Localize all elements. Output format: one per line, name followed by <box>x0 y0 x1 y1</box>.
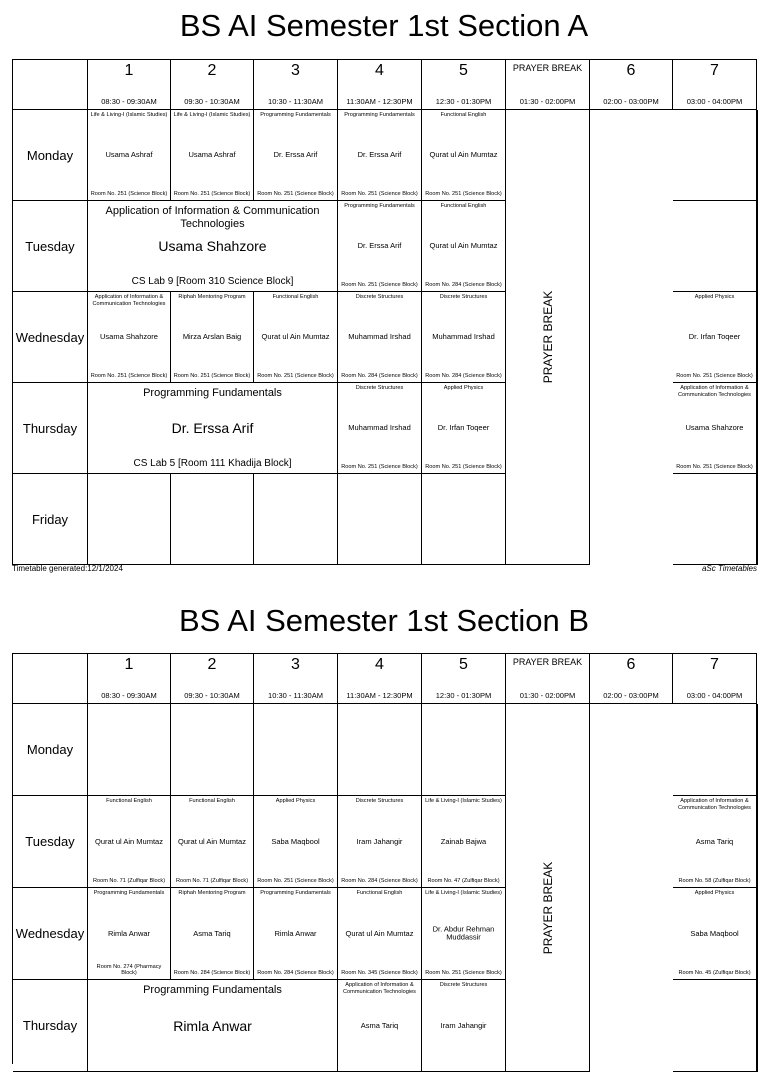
teacher-name: Muhammad Irshad <box>348 422 411 432</box>
period-number: 4 <box>375 62 384 79</box>
teacher-name: Dr. Abdur Rehman Muddassir <box>432 924 495 942</box>
lesson-cell[interactable] <box>88 704 171 796</box>
period-time: 03:00 - 04:00PM <box>686 691 743 700</box>
period-header <box>88 654 171 704</box>
subject-name: Functional English <box>106 798 152 804</box>
room-name: Room No. 284 (Science Block) <box>425 282 502 289</box>
subject-name: Functional English <box>189 798 235 804</box>
subject-name: Discrete Structures <box>355 294 404 300</box>
lesson-cell[interactable] <box>171 292 254 383</box>
room-name: Room No. 251 (Science Block) <box>90 191 168 198</box>
lesson-cell[interactable] <box>338 980 422 1072</box>
lesson-cell[interactable] <box>254 474 338 565</box>
room-name: Room No. 284 (Science Block) <box>257 970 334 977</box>
subject-name: Functional English <box>356 890 403 896</box>
period-number: 3 <box>291 656 300 673</box>
teacher-name: Asma Tariq <box>695 836 734 846</box>
lesson-block[interactable] <box>88 201 338 292</box>
room-name: Room No. 251 (Science Block) <box>425 464 502 471</box>
period-time: 01:30 - 02:00PM <box>519 97 576 106</box>
subject-name: Application of Information & Communication Technologies <box>105 205 320 230</box>
subject-name: Life & Living-I (Islamic Studies) <box>425 798 502 804</box>
break-header <box>506 654 590 704</box>
teacher-name: Iram Jahangir <box>356 836 403 846</box>
period-number: 4 <box>375 656 384 673</box>
timetable-grid <box>12 653 757 1064</box>
subject-name: Programming Fundamentals <box>344 203 415 209</box>
period-number: 2 <box>207 62 217 79</box>
room-name: Room No. 251 (Science Block) <box>257 878 334 885</box>
period-number: 3 <box>291 62 300 79</box>
period-header <box>673 60 757 110</box>
period-header <box>338 60 422 110</box>
lesson-cell[interactable] <box>673 980 757 1072</box>
room-name: Room No. 251 (Science Block) <box>425 191 502 198</box>
room-name: Room No. 284 (Science Block) <box>341 878 418 885</box>
period-header <box>673 654 757 704</box>
lesson-block[interactable] <box>88 980 338 1072</box>
subject-name: Programming Fundamentals <box>143 387 282 399</box>
lesson-cell[interactable] <box>338 292 422 383</box>
lesson-cell[interactable] <box>422 888 506 980</box>
teacher-name: Usama Ashraf <box>188 149 236 159</box>
room-name: Room No. 71 (Zulfiqar Block) <box>92 878 166 885</box>
day-label: Tuesday <box>13 201 88 292</box>
subject-name: Functional English <box>272 294 319 300</box>
teacher-name: Dr. Erssa Arif <box>357 149 402 159</box>
lesson-cell[interactable] <box>171 888 254 980</box>
room-name: Room No. 47 (Zulfiqar Block) <box>427 878 500 885</box>
lesson-cell[interactable] <box>88 474 171 565</box>
teacher-name: Iram Jahangir <box>440 1020 487 1030</box>
period-number: 1 <box>124 656 134 673</box>
asc-credit: aSc Timetables <box>701 564 757 573</box>
lesson-cell[interactable] <box>338 110 422 201</box>
room-name: Room No. 274 (Pharmacy Block) <box>96 963 162 977</box>
day-label: Friday <box>13 474 88 565</box>
period-number: 5 <box>459 656 468 673</box>
teacher-name: Dr. Irfan Toqeer <box>437 422 490 432</box>
subject-name: Discrete Structures <box>439 294 488 300</box>
period-number: 7 <box>710 62 719 79</box>
lesson-cell[interactable] <box>422 110 506 201</box>
room-name: Room No. 251 (Science Block) <box>425 970 502 977</box>
subject-name: Functional English <box>440 203 487 209</box>
subject-name: Discrete Structures <box>355 385 404 391</box>
lesson-cell[interactable] <box>88 888 171 980</box>
teacher-name: Usama Shahzore <box>685 422 744 432</box>
subject-name: Life & Living-I (Islamic Studies) <box>90 112 168 118</box>
teacher-name: Qurat ul Ain Mumtaz <box>261 331 330 341</box>
subject-name: Life & Living-I (Islamic Studies) <box>173 112 251 118</box>
prayer-break-column <box>506 704 590 1072</box>
period-time: 10:30 - 11:30AM <box>268 97 323 106</box>
lesson-cell[interactable] <box>673 201 757 292</box>
section-title: BS AI Semester 1st Section B <box>178 603 590 638</box>
lesson-cell[interactable] <box>757 704 758 796</box>
lesson-cell[interactable] <box>422 704 506 796</box>
room-name: Room No. 58 (Zulfiqar Block) <box>678 878 751 885</box>
teacher-name: Asma Tariq <box>360 1020 399 1030</box>
subject-name: Applied Physics <box>694 294 735 300</box>
subject-name: Programming Fundamentals <box>143 984 282 996</box>
lesson-cell[interactable] <box>757 292 758 383</box>
lesson-cell[interactable] <box>422 980 506 1072</box>
room-name: Room No. 251 (Science Block) <box>341 464 418 471</box>
lesson-cell[interactable] <box>254 110 338 201</box>
lesson-cell[interactable] <box>757 383 758 474</box>
lesson-cell[interactable] <box>673 383 757 474</box>
lesson-block[interactable] <box>88 383 338 474</box>
period-header <box>422 654 506 704</box>
period-number: 5 <box>459 62 468 79</box>
teacher-name: Rimla Anwar <box>107 928 151 938</box>
lesson-cell[interactable] <box>338 704 422 796</box>
lesson-cell[interactable] <box>88 292 171 383</box>
lesson-cell[interactable] <box>673 796 757 888</box>
period-header <box>590 60 673 110</box>
period-number: 1 <box>124 62 134 79</box>
teacher-name: Usama Ashraf <box>105 149 153 159</box>
lesson-cell[interactable] <box>757 980 758 1072</box>
day-label: Wednesday <box>13 888 88 980</box>
room-name: Room No. 284 (Science Block) <box>425 373 502 380</box>
period-header <box>254 60 338 110</box>
period-header <box>590 654 673 704</box>
lesson-cell[interactable] <box>88 110 171 201</box>
room-name: Room No. 71 (Zulfiqar Block) <box>175 878 249 885</box>
teacher-name: Qurat ul Ain Mumtaz <box>95 836 163 846</box>
room-name: CS Lab 9 [Room 310 Science Block] <box>131 276 294 287</box>
lesson-cell[interactable] <box>673 474 757 565</box>
period-time: 12:30 - 01:30PM <box>435 97 492 106</box>
teacher-name: Qurat ul Ain Mumtaz <box>429 240 498 250</box>
lesson-cell[interactable] <box>338 383 422 474</box>
subject-name: Life & Living-I (Islamic Studies) <box>425 890 502 896</box>
subject-name: Application of Information & Communication Technologies <box>678 798 751 811</box>
period-number: 6 <box>626 62 636 79</box>
period-number: 6 <box>626 656 636 673</box>
corner-cell <box>13 60 88 110</box>
teacher-name: Qurat ul Ain Mumtaz <box>429 149 498 159</box>
subject-name: Discrete Structures <box>355 798 404 804</box>
lesson-cell[interactable] <box>171 474 254 565</box>
room-name: Room No. 45 (Zulfiqar Block) <box>678 970 751 977</box>
period-time: 02:00 - 03:00PM <box>603 97 659 106</box>
period-time: 08:30 - 09:30AM <box>101 691 157 700</box>
teacher-name: Saba Maqbool <box>690 928 739 938</box>
period-time: 10:30 - 11:30AM <box>268 691 323 700</box>
lesson-cell[interactable] <box>338 201 422 292</box>
room-name: Room No. 345 (Science Block) <box>341 970 418 977</box>
teacher-name: Dr. Erssa Arif <box>171 420 254 436</box>
room-name: Room No. 251 (Science Block) <box>257 191 334 198</box>
teacher-name: Qurat ul Ain Mumtaz <box>178 836 246 846</box>
lesson-cell[interactable] <box>673 888 757 980</box>
period-number: 2 <box>207 656 217 673</box>
room-name: Room No. 284 (Science Block) <box>341 373 418 380</box>
period-time: 02:00 - 03:00PM <box>603 691 659 700</box>
subject-name: Functional English <box>440 112 487 118</box>
prayer-break-label: PRAYER BREAK <box>540 290 555 384</box>
teacher-name: Usama Shahzore <box>158 238 267 254</box>
teacher-name: Muhammad Irshad <box>348 331 411 341</box>
section-title: BS AI Semester 1st Section A <box>179 8 589 43</box>
subject-name: Application of Information & Communication Technologies <box>343 982 416 995</box>
period-time: 01:30 - 02:00PM <box>519 691 576 700</box>
period-header <box>171 654 254 704</box>
subject-name: Applied Physics <box>443 385 484 391</box>
teacher-name: Dr. Irfan Toqeer <box>688 331 741 341</box>
lesson-cell[interactable] <box>422 383 506 474</box>
teacher-name: Muhammad Irshad <box>432 331 495 341</box>
teacher-name: Usama Shahzore <box>100 331 158 341</box>
break-title: PRAYER BREAK <box>512 657 583 667</box>
period-time: 09:30 - 10:30AM <box>184 97 240 106</box>
lesson-cell[interactable] <box>422 201 506 292</box>
room-name: Room No. 251 (Science Block) <box>257 373 334 380</box>
period-header <box>88 60 171 110</box>
prayer-break-column <box>506 110 590 565</box>
day-label: Wednesday <box>13 292 88 383</box>
subject-name: Programming Fundamentals <box>344 112 415 118</box>
lesson-cell[interactable] <box>338 474 422 565</box>
timetable-grid <box>12 59 757 565</box>
subject-name: Riphah Mentoring Program <box>178 294 246 300</box>
lesson-cell[interactable] <box>338 796 422 888</box>
lesson-cell[interactable] <box>757 888 758 980</box>
room-name: Room No. 251 (Science Block) <box>90 373 168 380</box>
subject-name: Discrete Structures <box>439 982 488 988</box>
lesson-cell[interactable] <box>673 704 757 796</box>
lesson-cell[interactable] <box>757 201 758 292</box>
room-name: Room No. 251 (Science Block) <box>676 373 753 380</box>
room-name: Room No. 251 (Science Block) <box>173 373 251 380</box>
teacher-name: Qurat ul Ain Mumtaz <box>345 928 414 938</box>
teacher-name: Rimla Anwar <box>173 1017 252 1034</box>
lesson-cell[interactable] <box>757 110 758 201</box>
period-header <box>254 654 338 704</box>
day-label: Thursday <box>13 383 88 474</box>
period-time: 09:30 - 10:30AM <box>184 691 240 700</box>
day-label: Thursday <box>13 980 88 1072</box>
prayer-break-label: PRAYER BREAK <box>540 861 555 955</box>
lesson-cell[interactable] <box>757 474 758 565</box>
lesson-cell[interactable] <box>422 796 506 888</box>
lesson-cell[interactable] <box>254 888 338 980</box>
lesson-cell[interactable] <box>171 704 254 796</box>
subject-name: Application of Information & Communication Technologies <box>92 294 166 307</box>
teacher-name: Saba Maqbool <box>271 836 320 846</box>
lesson-cell[interactable] <box>254 704 338 796</box>
teacher-name: Dr. Erssa Arif <box>273 149 318 159</box>
lesson-cell[interactable] <box>171 110 254 201</box>
day-label: Monday <box>13 704 88 796</box>
day-label: Tuesday <box>13 796 88 888</box>
lesson-cell[interactable] <box>88 796 171 888</box>
break-header <box>506 60 590 110</box>
period-time: 11:30AM - 12:30PM <box>346 691 413 700</box>
teacher-name: Rimla Anwar <box>274 928 317 938</box>
teacher-name: Dr. Erssa Arif <box>357 240 402 250</box>
period-header <box>422 60 506 110</box>
period-time: 03:00 - 04:00PM <box>686 97 743 106</box>
subject-name: Applied Physics <box>275 798 316 804</box>
period-header <box>171 60 254 110</box>
subject-name: Application of Information & Communication Technologies <box>678 385 751 398</box>
period-number: 7 <box>710 656 719 673</box>
period-time: 11:30AM - 12:30PM <box>346 97 413 106</box>
teacher-name: Zainab Bajwa <box>440 836 487 846</box>
room-name: Room No. 284 (Science Block) <box>173 970 251 977</box>
period-time: 08:30 - 09:30AM <box>101 97 157 106</box>
period-header <box>338 654 422 704</box>
subject-name: Programming Fundamentals <box>93 890 165 896</box>
day-label: Monday <box>13 110 88 201</box>
lesson-cell[interactable] <box>338 888 422 980</box>
subject-name: Programming Fundamentals <box>260 890 331 896</box>
lesson-cell[interactable] <box>254 796 338 888</box>
lesson-cell[interactable] <box>673 110 757 201</box>
lesson-cell[interactable] <box>673 292 757 383</box>
corner-cell <box>13 654 88 704</box>
lesson-cell[interactable] <box>422 474 506 565</box>
subject-name: Riphah Mentoring Program <box>178 890 246 896</box>
subject-name: Programming Fundamentals <box>260 112 331 118</box>
room-name: Room No. 251 (Science Block) <box>341 282 418 289</box>
lesson-cell[interactable] <box>422 292 506 383</box>
room-name: Room No. 251 (Science Block) <box>173 191 251 198</box>
room-name: Room No. 251 (Science Block) <box>341 191 418 198</box>
teacher-name: Asma Tariq <box>193 928 231 938</box>
generated-date: Timetable generated:12/1/2024 <box>12 564 123 573</box>
lesson-cell[interactable] <box>171 796 254 888</box>
teacher-name: Mirza Arslan Baig <box>182 331 242 341</box>
room-name: Room No. 251 (Science Block) <box>676 464 753 471</box>
lesson-cell[interactable] <box>254 292 338 383</box>
room-name: CS Lab 5 [Room 111 Khadija Block] <box>133 458 292 469</box>
break-title: PRAYER BREAK <box>512 63 583 73</box>
subject-name: Applied Physics <box>694 890 735 896</box>
lesson-cell[interactable] <box>757 796 758 888</box>
period-time: 12:30 - 01:30PM <box>435 691 492 700</box>
